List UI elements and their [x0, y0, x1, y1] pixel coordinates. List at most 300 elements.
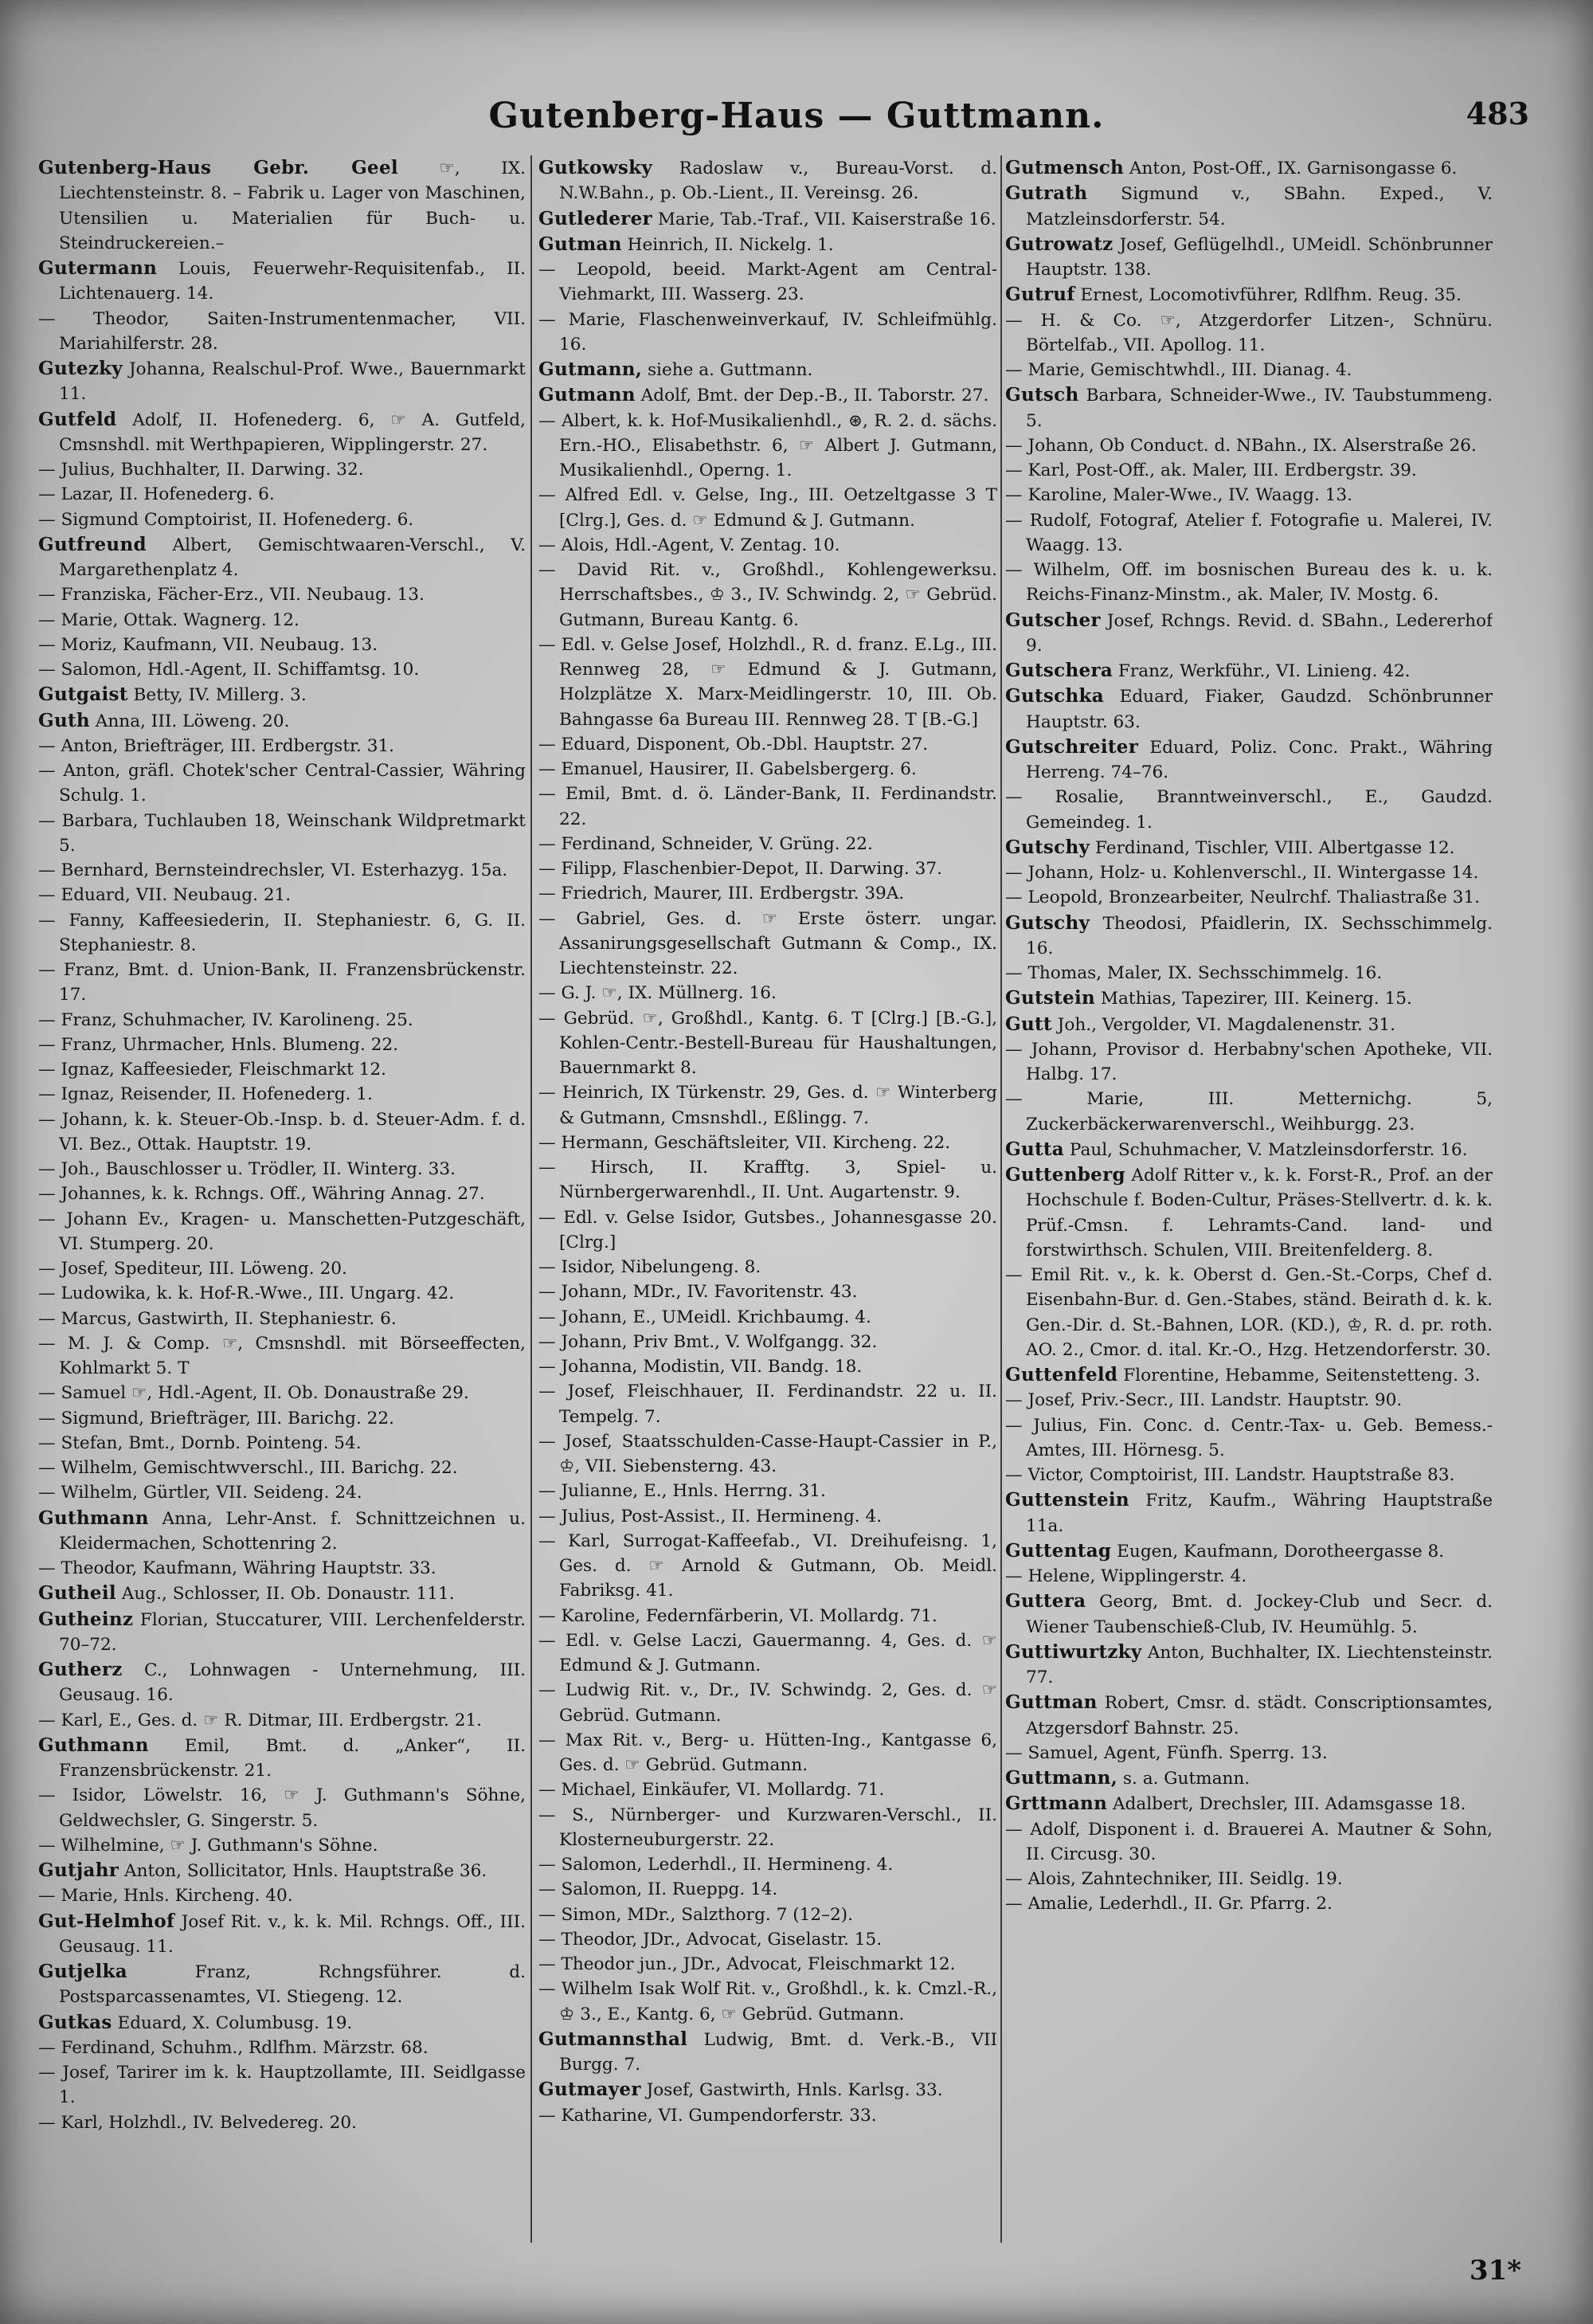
entry-headword: Gutschka — [1005, 685, 1104, 707]
directory-entry — [38, 908, 526, 958]
entry-text: — Thomas, Maler, IX. Sechsschimmelg. 16. — [1005, 963, 1383, 983]
entry-text: — Victor, Comptoirist, III. Landstr. Hauptstraße 83. — [1005, 1465, 1455, 1485]
directory-entry — [538, 633, 997, 732]
entry-text: — Rudolf, Fotograf, Atelier f. Fotografie u. Malerei, IV. Waagg. 13. — [1005, 510, 1493, 555]
entry-text: — Franz, Schuhmacher, IV. Karolineng. 25. — [38, 1009, 413, 1030]
entry-text: — Adolf, Disponent i. d. Brauerei A. Mautner & Sohn, II. Circusg. 30. — [1005, 1819, 1493, 1864]
entry-headword: Gutmann, — [538, 359, 643, 380]
directory-entry — [38, 1733, 526, 1784]
directory-entry — [538, 1131, 997, 1155]
entry-headword: Gutmannsthal — [538, 2028, 688, 2050]
entry-text: — Johann, Provisor d. Herbabny'schen Apotheke, VII. Halbg. 17. — [1005, 1039, 1493, 1084]
directory-entry — [38, 457, 526, 482]
entry-headword: Guttman — [1005, 1691, 1098, 1714]
entry-headword: Gutscher — [1005, 609, 1101, 631]
entry-text: — Simon, MDr., Salzthorg. 7 (12–2). — [538, 1904, 853, 1925]
directory-entry — [538, 1678, 997, 1728]
entry-headword: Guthmann — [38, 1734, 149, 1756]
directory-entry — [38, 858, 526, 883]
directory-entry — [1005, 358, 1493, 382]
directory-entry — [38, 582, 526, 607]
directory-entry — [38, 407, 526, 458]
entry-text: Anton, Sollicitator, Hnls. Hauptstraße 36. — [119, 1861, 487, 1881]
entry-text: Adolf, Bmt. der Dep.-B., II. Taborstr. 27. — [635, 386, 989, 406]
entry-text: — Johann Ev., Kragen- u. Manschetten-Putzgeschäft, VI. Stumperg. 20. — [38, 1209, 526, 1254]
column-rule — [530, 155, 532, 2243]
entry-text: — Alois, Zahntechniker, III. Seidlg. 19. — [1005, 1869, 1343, 1889]
directory-entry — [38, 1307, 526, 1331]
entry-text: Aug., Schlosser, II. Ob. Donaustr. 111. — [115, 1584, 455, 1605]
directory-entry — [38, 682, 526, 707]
directory-entry — [1005, 1162, 1493, 1263]
directory-entry — [538, 856, 997, 881]
directory-entry — [38, 1556, 526, 1581]
page-header — [40, 96, 1553, 151]
entry-text: — Marie, Hnls. Kircheng. 40. — [38, 1886, 293, 1907]
directory-entry — [38, 532, 526, 583]
directory-entry — [38, 1506, 526, 1557]
directory-entry — [538, 832, 997, 856]
directory-entry — [38, 1033, 526, 1057]
directory-entry — [1005, 1087, 1493, 1137]
directory-entry — [38, 758, 526, 809]
entry-text: — Katharine, VI. Gumpendorferstr. 33. — [538, 2105, 877, 2126]
entry-text: — Ferdinand, Schuhm., Rdlfhm. Märzstr. 68. — [38, 2037, 429, 2058]
entry-text: Albert, Gemischtwaaren-Verschl., V. Margarethenplatz 4. — [59, 535, 526, 580]
directory-entry — [538, 357, 997, 382]
column-left — [38, 155, 526, 2243]
directory-entry — [38, 1657, 526, 1708]
entry-text: Betty, IV. Millerg. 3. — [127, 685, 307, 706]
directory-entry — [1005, 1564, 1493, 1589]
entry-text: — Julianne, E., Hnls. Herrng. 31. — [538, 1481, 826, 1502]
entry-text: — Johann, k. k. Steuer-Ob.-Insp. b. d. Steuer-Adm. f. d. VI. Bez., Ottak. Hauptstr. 19. — [38, 1109, 526, 1154]
directory-entry — [38, 482, 526, 507]
directory-entry — [1005, 1362, 1493, 1388]
directory-entry — [38, 356, 526, 407]
directory-entry — [38, 1107, 526, 1158]
directory-entry — [538, 881, 997, 906]
entry-headword: Gutmensch — [1005, 157, 1125, 178]
directory-entry — [1005, 658, 1493, 684]
column-right — [1005, 155, 1493, 2243]
entry-text: Robert, Cmsr. d. städt. Conscriptionsamtes, Atzgersdorf Bahnstr. 25. — [1026, 1693, 1493, 1738]
directory-entry — [1005, 1137, 1493, 1162]
entry-text: — Josef, Priv.-Secr., III. Landstr. Hauptstr. 90. — [1005, 1390, 1403, 1411]
directory-entry — [38, 2036, 526, 2060]
entry-text: — Salomon, Lederhdl., II. Hermineng. 4. — [538, 1855, 894, 1875]
entry-text: — David Rit. v., Großhdl., Kohlengewerksu. Herrschaftsbes., ♔ 3., IV. Schwindg. 2, ☞ Gebrüd. Gutmann, Bureau Kantg. 6. — [538, 560, 997, 630]
entry-headword: Guttentag — [1005, 1539, 1112, 1562]
directory-entry — [38, 1607, 526, 1658]
entry-text: — Edl. v. Gelse Isidor, Gutsbes., Johannesgasse 20. [Clrg.] — [538, 1207, 997, 1252]
directory-entry — [38, 2110, 526, 2135]
directory-entry — [1005, 483, 1493, 508]
entry-text: — Johann, E., UMeidl. Krichbaumg. 4. — [538, 1307, 871, 1327]
entry-text: — Sigmund, Briefträger, III. Barichg. 22. — [38, 1408, 395, 1428]
directory-entry — [538, 1330, 997, 1354]
directory-entry — [1005, 155, 1493, 181]
entry-text: — Josef, Spediteur, III. Löweng. 20. — [38, 1259, 347, 1279]
entry-headword: Guttera — [1005, 1590, 1086, 1613]
directory-entry — [538, 1429, 997, 1479]
directory-entry — [1005, 232, 1493, 283]
directory-entry — [538, 558, 997, 633]
directory-entry — [38, 508, 526, 532]
entry-text: — Anton, gräfl. Chotek'scher Central-Cassier, Währing Schulg. 1. — [38, 761, 526, 806]
directory-entry — [538, 1379, 997, 1429]
entry-text: — Marie, III. Metternichg. 5, Zuckerbäckerwarenverschl., Weihburgg. 23. — [1005, 1089, 1493, 1135]
entry-text: Eduard, X. Columbusg. 19. — [112, 2012, 353, 2033]
entry-text: — Sigmund Comptoirist, II. Hofenederg. 6. — [38, 509, 414, 530]
entry-text: — Theodor jun., JDr., Advocat, Fleischmarkt 12. — [538, 1954, 956, 1974]
directory-entry — [538, 1255, 997, 1280]
entry-text: — Albert, k. k. Hof-Musikalienhdl., ⊛, R. 2. d. sächs. Ern.-HO., Elisabethstr. 6, ☞ Albert J. Gutmann, Musikalienhdl., Operng. 1. — [538, 410, 997, 480]
entry-headword: Gutschy — [1005, 836, 1090, 858]
directory-entry — [1005, 1867, 1493, 1891]
entry-text: — Helene, Wipplingerstr. 4. — [1005, 1566, 1247, 1586]
directory-entry — [1005, 1487, 1493, 1538]
entry-text: — Karl, E., Ges. d. ☞ R. Ditmar, III. Erdbergstr. 21. — [38, 1710, 483, 1730]
entry-headword: Guttenfeld — [1005, 1364, 1118, 1385]
directory-entry — [1005, 1012, 1493, 1037]
entry-text: Sigmund v., SBahn. Exped., V. Matzleinsdorferstr. 54. — [1026, 184, 1493, 229]
entry-text: Eduard, Fiaker, Gaudzd. Schönbrunner Hauptstr. 63. — [1026, 687, 1493, 732]
directory-entry — [538, 533, 997, 558]
entry-text: — Josef, Tarirer im k. k. Hauptzollamte, III. Seidlgasse 1. — [38, 2063, 526, 2108]
entry-headword: Gutmann — [538, 384, 636, 406]
entry-text: — Ferdinand, Schneider, V. Grüng. 22. — [538, 833, 873, 854]
entry-headword: Gutrath — [1005, 182, 1088, 205]
entry-text: — Theodor, JDr., Advocat, Giselastr. 15. — [538, 1929, 883, 1950]
entry-headword: Gutfreund — [38, 533, 147, 555]
entry-text: — Leopold, beeid. Markt-Agent am Central-Viehmarkt, III. Wasserg. 23. — [538, 260, 997, 305]
entry-headword: Gutherz — [38, 1659, 123, 1680]
entry-text: — Emanuel, Hausirer, II. Gabelsbergerg. 6. — [538, 759, 917, 779]
entry-text: Josef Rit. v., k. k. Mil. Rchngs. Off., III. Geusaug. 11. — [59, 1911, 526, 1957]
directory-entry — [38, 1909, 526, 1960]
entry-text: — Josef, Staatsschulden-Casse-Haupt-Cassier in P., ♔, VII. Siebensterng. 43. — [538, 1431, 997, 1476]
entry-headword: Gutjahr — [38, 1860, 119, 1881]
entry-text: Theodosi, Pfaidlerin, IX. Sechsschimmelg. 16. — [1026, 913, 1493, 958]
directory-entry — [38, 633, 526, 657]
entry-text: — Johann, Priv Bmt., V. Wolfgangg. 32. — [538, 1331, 878, 1352]
entry-text: Heinrich, II. Nickelg. 1. — [621, 234, 834, 255]
directory-entry — [38, 2010, 526, 2036]
entry-text: — Josef, Fleischhauer, II. Ferdinandstr. 22 u. II. Tempelg. 7. — [538, 1381, 997, 1427]
directory-entry — [38, 608, 526, 633]
entry-text: — Heinrich, IX Türkenstr. 29, Ges. d. ☞ Winterberg & Gutmann, Cmsnshdl., Eßlingg. 7. — [538, 1083, 997, 1128]
directory-entry — [38, 883, 526, 907]
entry-text: — Julius, Buchhalter, II. Darwing. 32. — [38, 460, 364, 480]
directory-entry — [538, 2027, 997, 2078]
directory-entry — [1005, 558, 1493, 608]
directory-entry — [38, 1431, 526, 1456]
entry-text: — Karl, Surrogat-Kaffeefab., VI. Dreihufeisng. 1, Ges. d. ☞ Arnold & Gutmann, Ob. Meidl. Fabriksg. 41. — [538, 1530, 997, 1601]
entry-text: — Johann, Ob Conduct. d. NBahn., IX. Alserstraße 26. — [1005, 435, 1477, 456]
directory-entry — [38, 1959, 526, 2010]
entry-text: Ludwig, Bmt. d. Verk.-B., VII Burgg. 7. — [559, 2029, 997, 2075]
entry-text: — Gabriel, Ges. d. ☞ Erste österr. ungar. Assanirungsgesellschaft Gutmann & Comp., IX. Liechtensteinstr. 22. — [538, 908, 997, 978]
entry-text: Anton, Buchhalter, IX. Liechtensteinstr. 77. — [1026, 1642, 1493, 1687]
entry-text: — Ignaz, Kaffeesieder, Fleischmarkt 12. — [38, 1060, 386, 1080]
entry-text: — Johanna, Modistin, VII. Bandg. 18. — [538, 1357, 863, 1377]
directory-entry — [538, 732, 997, 757]
entry-text: — Samuel, Agent, Fünfh. Sperrg. 13. — [1005, 1742, 1328, 1763]
directory-entry — [1005, 1640, 1493, 1691]
entry-text: — Anton, Briefträger, III. Erdbergstr. 31. — [38, 735, 395, 756]
directory-entry — [538, 1155, 997, 1205]
entry-text: — Franziska, Fächer-Erz., VII. Neubaug. 13. — [38, 585, 425, 605]
directory-entry — [1005, 1690, 1493, 1741]
entry-text: — Hirsch, II. Krafftg. 3, Spiel- u. Nürnbergerwarenhdl., II. Unt. Augartenstr. 9. — [538, 1158, 997, 1203]
entry-text: Adolf, II. Hofenederg. 6, ☞ A. Gutfeld, Cmsnshdl. mit Werthpapieren, Wipplingerstr. 27. — [59, 410, 526, 455]
directory-entry — [38, 1182, 526, 1206]
entry-text: — Samuel ☞, Hdl.-Agent, II. Ob. Donaustraße 29. — [38, 1383, 469, 1404]
directory-entry — [1005, 1263, 1493, 1362]
directory-entry — [538, 1205, 997, 1256]
entry-text: — Eduard, Disponent, Ob.-Dbl. Hauptstr. 27. — [538, 734, 929, 754]
entry-text: Adalbert, Drechsler, III. Adamsgasse 18. — [1107, 1794, 1466, 1815]
entry-headword: Gutjelka — [38, 1961, 127, 1982]
entry-headword: Guttmann, — [1005, 1767, 1118, 1789]
entry-text: Florian, Stuccaturer, VIII. Lerchenfelderstr. 70–72. — [59, 1609, 526, 1655]
entry-text: — M. J. & Comp. ☞, Cmsnshdl. mit Börseeffecten, Kohlmarkt 5. T — [38, 1333, 526, 1378]
directory-entry — [1005, 961, 1493, 986]
entry-text: — Franz, Uhrmacher, Hnls. Blumeng. 22. — [38, 1034, 399, 1055]
entry-text: siehe a. Guttmann. — [642, 360, 813, 380]
entry-headword: Gutezky — [38, 358, 123, 379]
directory-entry — [38, 256, 526, 307]
entry-text: — Stefan, Bmt., Dornb. Pointeng. 54. — [38, 1432, 362, 1453]
directory-entry — [538, 757, 997, 782]
directory-entry — [538, 257, 997, 308]
column-rule — [1000, 155, 1002, 2243]
directory-entry — [538, 382, 997, 408]
entry-text: Eduard, Poliz. Conc. Prakt., Währing Herreng. 74–76. — [1026, 737, 1493, 782]
directory-entry — [38, 1581, 526, 1606]
directory-entry — [538, 1080, 997, 1131]
directory-entry — [538, 206, 997, 232]
entry-text: — Karl, Post-Off., ak. Maler, III. Erdbergstr. 39. — [1005, 460, 1417, 480]
entry-text: — Hermann, Geschäftsleiter, VII. Kircheng. 22. — [538, 1132, 951, 1153]
running-title: Gutenberg-Haus — Guttmann. — [488, 96, 1105, 136]
directory-entry — [38, 1381, 526, 1405]
directory-entry — [538, 1305, 997, 1330]
directory-entry — [1005, 433, 1493, 458]
entry-headword: Gutfeld — [38, 408, 117, 430]
directory-entry — [38, 1256, 526, 1281]
entry-text: — Joh., Bauschlosser u. Trödler, II. Winterg. 33. — [38, 1159, 456, 1179]
entry-text: Joh., Vergolder, VI. Magdalenenstr. 31. — [1051, 1014, 1395, 1035]
entry-text: Eugen, Kaufmann, Dorotheergasse 8. — [1111, 1541, 1445, 1562]
entry-text: — Wilhelm, Off. im bosnischen Bureau des k. u. k. Reichs-Finanz-Minstm., ak. Maler, IV. Mostg. 6. — [1005, 560, 1493, 605]
entry-headword: Gutschreiter — [1005, 735, 1139, 758]
directory-entry — [38, 657, 526, 682]
directory-entry — [1005, 911, 1493, 962]
directory-entry — [1005, 608, 1493, 659]
entry-headword: Gutmayer — [538, 2079, 641, 2101]
directory-entry — [538, 1927, 997, 1952]
entry-text: — Ludowika, k. k. Hof-R.-Wwe., III. Ungarg. 42. — [38, 1283, 455, 1304]
entry-text: Johanna, Realschul-Prof. Wwe., Bauernmarkt 11. — [59, 359, 526, 405]
entry-text: — Theodor, Kaufmann, Währing Hauptstr. 33. — [38, 1558, 436, 1578]
entry-headword: Gutermann — [38, 257, 158, 279]
entry-text: — Johann, Holz- u. Kohlenverschl., II. Wintergasse 14. — [1005, 863, 1479, 883]
entry-text: — Marie, Ottak. Wagnerg. 12. — [38, 609, 299, 630]
directory-entry — [1005, 382, 1493, 433]
directory-entry — [1005, 282, 1493, 308]
entry-headword: Gutman — [538, 233, 622, 255]
entry-headword: Guthmann — [38, 1507, 149, 1529]
directory-entry — [38, 1157, 526, 1182]
directory-entry — [1005, 885, 1493, 910]
entry-text: — Julius, Fin. Conc. d. Centr.-Tax- u. Geb. Bemess.-Amtes, III. Hörnesg. 5. — [1005, 1415, 1493, 1460]
entry-headword: Grttmann — [1005, 1793, 1108, 1815]
directory-entry — [38, 1708, 526, 1733]
directory-entry — [538, 1529, 997, 1604]
entry-text: — G. J. ☞, IX. Müllnerg. 16. — [538, 983, 777, 1004]
entry-text: Anna, Lehr-Anst. f. Schnittzeichnen u. Kleidermachen, Schottenring 2. — [59, 1508, 526, 1554]
directory-entry — [38, 958, 526, 1008]
directory-entry — [38, 2060, 526, 2110]
directory-entry — [1005, 181, 1493, 232]
directory-entry — [1005, 785, 1493, 835]
entry-headword: Gutruf — [1005, 284, 1075, 306]
directory-entry — [1005, 1589, 1493, 1640]
directory-entry — [38, 1406, 526, 1431]
entry-text: — Amalie, Lederhdl., II. Gr. Pfarrg. 2. — [1005, 1894, 1333, 1914]
entry-text: — Salomon, Hdl.-Agent, II. Schiffamtsg. 10. — [38, 660, 420, 680]
directory-entry — [538, 1952, 997, 1977]
entry-text: — Johann, MDr., IV. Favoritenstr. 43. — [538, 1282, 858, 1303]
directory-entry — [538, 409, 997, 484]
entry-text: Ferdinand, Tischler, VIII. Albertgasse 12. — [1090, 837, 1455, 858]
directory-entry — [538, 1354, 997, 1379]
directory-entry — [1005, 1463, 1493, 1487]
directory-entry — [1005, 458, 1493, 483]
entry-text: Franz, Werkführ., VI. Linieng. 42. — [1113, 661, 1411, 681]
entry-text: Georg, Bmt. d. Jockey-Club und Secr. d. Wiener Taubenschieß-Club, IV. Heumühlg. 5. — [1026, 1592, 1493, 1637]
entry-text: Josef, Rchngs. Revid. d. SBahn., Ledererhof 9. — [1026, 610, 1493, 656]
entry-headword: Gutstein — [1005, 987, 1096, 1009]
entry-text: ☞, IX. Liechtensteinstr. 8. – Fabrik u. Lager von Maschinen, Utensilien u. Materialien für Buch- u. Steindruckereien.– — [59, 159, 526, 253]
entry-text: C., Lohnwagen - Unternehmung, III. Geusaug. 16. — [59, 1660, 526, 1706]
directory-entry — [38, 1456, 526, 1480]
entry-text: — S., Nürnberger- und Kurzwaren-Verschl., II. Klosterneuburgerstr. 22. — [538, 1805, 997, 1850]
directory-entry — [38, 809, 526, 859]
directory-entry — [1005, 1413, 1493, 1464]
entry-headword: Gutrowatz — [1005, 233, 1114, 255]
directory-entry — [38, 155, 526, 256]
entry-headword: Gutlederer — [538, 207, 652, 229]
entry-text: Mathias, Tapezirer, III. Keinerg. 15. — [1095, 989, 1412, 1009]
entry-text: — Wilhelm, Gürtler, VII. Seideng. 24. — [38, 1483, 362, 1503]
entry-headword: Gutsch — [1005, 384, 1079, 406]
entry-text: — Isidor, Nibelungeng. 8. — [538, 1257, 761, 1277]
entry-headword: Gut-Helmhof — [38, 1910, 175, 1932]
entry-text: — Rosalie, Branntweinverschl., E., Gaudzd. Gemeindeg. 1. — [1005, 787, 1493, 833]
entry-text: — Karl, Holzhdl., IV. Belvedereg. 20. — [38, 2112, 357, 2133]
entry-text: — Wilhelm, Gemischtwverschl., III. Barichg. 22. — [38, 1458, 458, 1478]
directory-entry — [538, 155, 997, 206]
entry-text: — Friedrich, Maurer, III. Erdbergstr. 39A. — [538, 884, 905, 904]
directory-entry — [38, 1082, 526, 1107]
directory-entry — [38, 1783, 526, 1833]
entry-text: — Alois, Hdl.-Agent, V. Zentag. 10. — [538, 535, 840, 555]
directory-entry — [38, 1883, 526, 1908]
entry-text: — H. & Co. ☞, Atzgerdorfer Litzen-, Schnüru. Börtelfab., VII. Apollog. 11. — [1005, 310, 1493, 355]
directory-entry — [38, 1008, 526, 1033]
entry-text: — Marcus, Gastwirth, II. Stephaniestr. 6. — [38, 1308, 397, 1329]
entry-text: — Wilhelmine, ☞ J. Guthmann's Söhne. — [38, 1835, 378, 1856]
directory-entry — [1005, 1538, 1493, 1564]
directory-entry — [538, 1006, 997, 1081]
directory-entry — [538, 2077, 997, 2103]
entry-headword: Guttiwurtzky — [1005, 1640, 1142, 1663]
directory-entry — [1005, 860, 1493, 885]
directory-entry — [538, 1877, 997, 1902]
directory-entry — [538, 1479, 997, 1503]
column-middle — [538, 155, 997, 2243]
directory-entry — [38, 1858, 526, 1883]
entry-text: — Lazar, II. Hofenederg. 6. — [38, 484, 275, 505]
entry-text: Fritz, Kaufm., Währing Hauptstraße 11a. — [1026, 1491, 1493, 1536]
entry-text: Paul, Schuhmacher, V. Matzleinsdorferstr. 16. — [1064, 1139, 1468, 1160]
directory-entry — [538, 1903, 997, 1927]
directory-entry — [538, 782, 997, 832]
directory-entry — [38, 1331, 526, 1381]
entry-headword: Gutheinz — [38, 1608, 134, 1630]
directory-entry — [538, 1728, 997, 1778]
directory-entry — [1005, 308, 1493, 359]
directory-entry — [1005, 986, 1493, 1011]
directory-entry — [1005, 1766, 1493, 1791]
entry-text: — Marie, Flaschenweinverkauf, IV. Schleifmühlg. 16. — [538, 309, 997, 355]
entry-text: — Karoline, Federnfärberin, VI. Mollardg. 71. — [538, 1605, 937, 1626]
entry-text: — Isidor, Löwelstr. 16, ☞ J. Guthmann's Söhne, Geldwechsler, G. Singerstr. 5. — [38, 1785, 526, 1831]
entry-text: — Edl. v. Gelse Laczi, Gauermanng. 4, Ges. d. ☞ Edmund & J. Gutmann. — [538, 1630, 997, 1675]
signature-mark: 31* — [1469, 2255, 1521, 2287]
entry-text: — Julius, Post-Assist., II. Hermineng. 4. — [538, 1506, 883, 1526]
directory-entry — [1005, 508, 1493, 558]
entry-text: Ernest, Locomotivführer, Rdlfhm. Reug. 35. — [1074, 285, 1462, 306]
entry-text: — Bernhard, Bernsteindrechsler, VI. Esterhazyg. 15a. — [38, 860, 508, 880]
entry-text: — Alfred Edl. v. Gelse, Ing., III. Oetzeltgasse 3 T [Clrg.], Ges. d. ☞ Edmund & J. Gutmann. — [538, 485, 997, 531]
directory-entry — [1005, 1388, 1493, 1413]
directory-entry — [1005, 1037, 1493, 1088]
entry-text: Anton, Post-Off., IX. Garnisongasse 6. — [1124, 159, 1458, 178]
entry-headword: Gutt — [1005, 1013, 1052, 1035]
entry-text: Josef, Geflügelhdl., UMeidl. Schönbrunner Hauptstr. 138. — [1026, 234, 1493, 280]
directory-entry — [1005, 835, 1493, 860]
entry-headword: Guttenberg — [1005, 1164, 1125, 1186]
directory-entry — [1005, 1741, 1493, 1766]
entry-text: — Ludwig Rit. v., Dr., IV. Schwindg. 2, Ges. d. ☞ Gebrüd. Gutmann. — [538, 1680, 997, 1726]
directory-entry — [538, 907, 997, 982]
directory-entry — [538, 1280, 997, 1304]
entry-text: — Theodor, Saiten-Instrumentenmacher, VII. Mariahilferstr. 28. — [38, 308, 526, 354]
entry-headword: Gutheil — [38, 1582, 116, 1605]
entry-text: — Marie, Gemischtwhdl., III. Dianag. 4. — [1005, 360, 1352, 380]
directory-entry — [1005, 684, 1493, 735]
directory-entry — [538, 232, 997, 257]
entry-headword: Guttenstein — [1005, 1489, 1129, 1511]
directory-entry — [38, 1207, 526, 1257]
entry-headword: Gutschera — [1005, 660, 1114, 681]
entry-text: Emil, Bmt. d. „Anker“, II. Franzensbrückenstr. 21. — [59, 1735, 526, 1781]
entry-headword: Guth — [38, 709, 90, 731]
